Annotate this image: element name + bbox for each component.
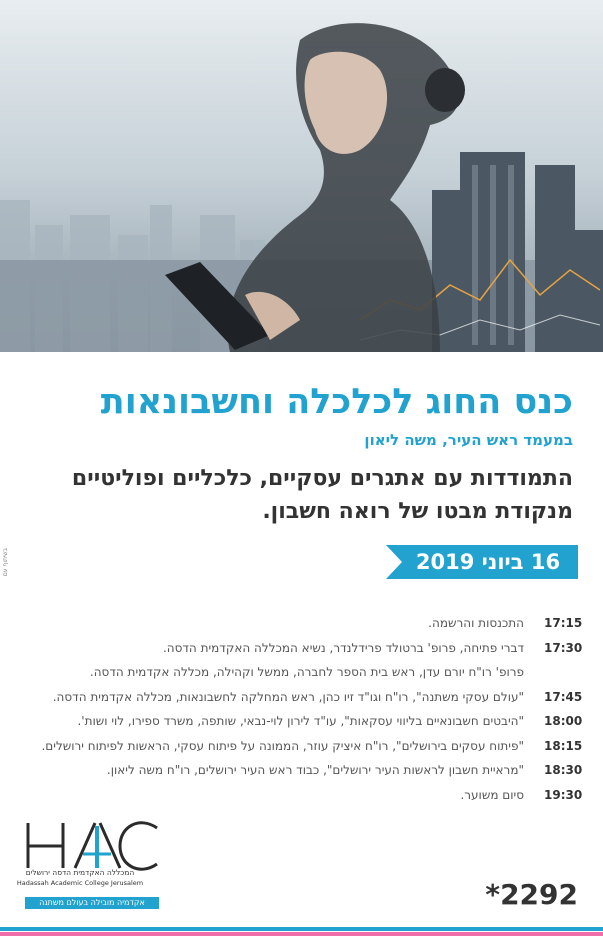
headline-line-2: מנקודת מבטו של רואה חשבון. bbox=[262, 499, 573, 524]
logo-tagline: אקדמיה מובילה בעולם משתנה bbox=[25, 897, 159, 909]
schedule-row bbox=[25, 637, 583, 662]
event-title: כנס החוג לכלכלה וחשבונאות bbox=[100, 382, 573, 422]
schedule-row bbox=[25, 686, 583, 711]
schedule-time: 18:30 bbox=[544, 763, 583, 777]
schedule-row bbox=[25, 784, 583, 809]
schedule bbox=[25, 612, 583, 808]
hero-illustration bbox=[0, 0, 603, 352]
hero-image bbox=[0, 0, 603, 352]
footer-stripe-pink bbox=[0, 932, 603, 936]
schedule-time: 18:00 bbox=[544, 714, 583, 728]
schedule-time: 18:15 bbox=[544, 738, 583, 753]
schedule-time: 19:30 bbox=[544, 787, 583, 802]
event-headline bbox=[13, 462, 573, 528]
schedule-row bbox=[25, 759, 583, 784]
schedule-text: "היבטים חשבונאיים בליווי עסקאות", עו"ד לירון לוי-נבאי, שותפה, משרד ספירו, לוי ושות'. bbox=[77, 714, 524, 728]
logo-english-name: Hadassah Academic College Jerusalem bbox=[16, 879, 144, 887]
phone-number: *2292 bbox=[485, 878, 578, 911]
schedule-row bbox=[25, 661, 578, 686]
schedule-time: 17:15 bbox=[544, 616, 583, 630]
headline-line-1: התמודדות עם אתגרים עסקיים, כלכליים ופוליטיים bbox=[71, 466, 573, 491]
schedule-time: 17:45 bbox=[544, 689, 583, 704]
logo-hebrew-name: המכללה האקדמית הדסה ירושלים bbox=[25, 868, 135, 877]
event-date: 16 ביוני 2019 bbox=[415, 550, 561, 574]
schedule-time: 17:30 bbox=[544, 640, 583, 655]
event-subtitle: במעמד ראש העיר, משה ליאון bbox=[364, 431, 573, 449]
schedule-text: דברי פתיחה, פרופ' ברטולד פרידלנדר, נשיא המכללה האקדמית הדסה. bbox=[162, 640, 524, 655]
schedule-row bbox=[25, 735, 583, 760]
schedule-text: "פיתוח עסקים בירושלים", רו"ח איציק עוזר, הממונה על פיתוח עסקי, הראשות לפיתוח ירושלים. bbox=[41, 738, 524, 753]
schedule-row bbox=[25, 612, 583, 637]
footer-stripe-blue bbox=[0, 927, 603, 931]
schedule-text: פרופ' רו"ח יורם עדן, ראש בית הספר לחברה, ממשל וקהילה, מכללה אקדמית הדסה. bbox=[89, 665, 524, 679]
schedule-text: סיום משוער. bbox=[460, 787, 524, 802]
schedule-text: "מראיית חשבון לראשות העיר ירושלים", כבוד ראש העיר ירושלים, רו"ח משה ליאון. bbox=[106, 763, 524, 777]
side-note: בשיתוף עם bbox=[2, 548, 9, 577]
schedule-row bbox=[25, 710, 583, 735]
schedule-text: התכנסות והרשמה. bbox=[428, 616, 524, 630]
schedule-text: "עולם עסקי משתנה", רו"ח וגו"ד זיו כהן, ראש המחלקה לחשבונאות, מכללה אקדמית הדסה. bbox=[52, 689, 524, 704]
